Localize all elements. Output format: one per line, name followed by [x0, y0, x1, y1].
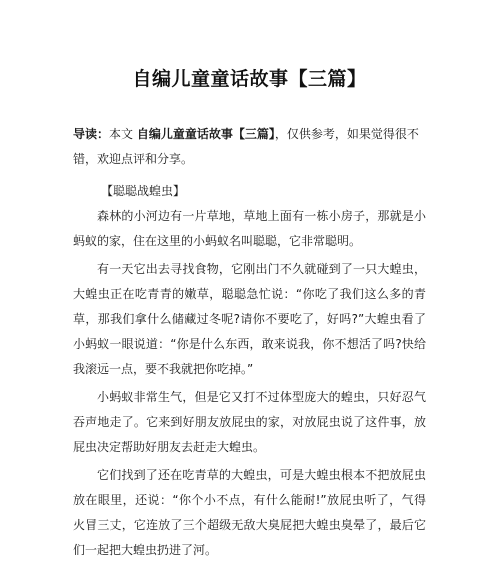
intro-prefix: 本文	[109, 127, 137, 141]
story-paragraph-1: 森林的小河边有一片草地，草地上面有一栋小房子，那就是小蚂蚁的家，住在这里的小蚂蚁名叫聪聪，它非常聪明。	[73, 209, 426, 248]
section-heading: 【聪聪战蝗虫】	[101, 184, 186, 198]
intro-suffix: ，仅供参考，如果觉得很不错，欢迎点评和分享。	[73, 127, 419, 166]
document-title: 自编儿童童话故事【三篇】	[132, 68, 367, 90]
intro-label: 导读：	[73, 127, 110, 141]
story-paragraph-4: 它们找到了还在吃青草的大蝗虫，可是大蝗虫根本不把放屁虫放在眼里，还说：“你个小不点，有什么能耐!”放屁虫听了，气得火冒三丈，它连放了三个超级无敌大臭屁把大蝗虫臭晕了，最后它们一起把大蝗虫扔进了河。	[73, 468, 426, 557]
story-paragraph-2: 有一天它出去寻找食物，它刚出门不久就碰到了一只大蝗虫，大蝗虫正在吃青青的嫩草，聪聪急忙说：“你吃了我们这么多的青草，那我们拿什么储藏过冬呢?请你不要吃了，好吗?”大蝗虫看了小蚂蚁一眼说道：“你是什么东西，敢来说我，你不想活了吗?快给我滚远一点，要不我就把你吃掉。”	[73, 262, 426, 376]
intro-paragraph	[73, 122, 426, 172]
intro-bold-title: 自编儿童童话故事【三篇】	[136, 127, 275, 141]
story-paragraph-3: 小蚂蚁非常生气，但是它又打不过体型庞大的蝗虫，只好忍气吞声地走了。它来到好朋友放屁虫的家，对放屁虫说了这件事，放屁虫决定帮助好朋友去赶走大蝗虫。	[73, 390, 426, 454]
